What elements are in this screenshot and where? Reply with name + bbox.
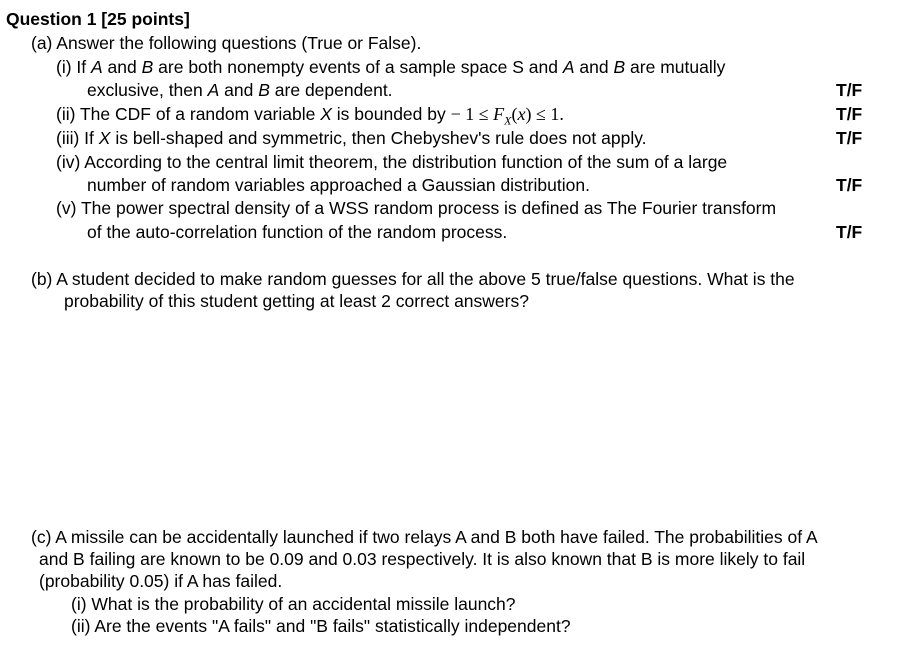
part-a-intro: (a) Answer the following questions (True or False).	[31, 33, 422, 53]
item-i-line2: exclusive, then A and B are dependent.	[87, 80, 393, 100]
tf-answer-i: T/F	[836, 80, 863, 100]
item-iv-line1: (iv) According to the central limit theorem, the distribution function of the sum of a large	[56, 152, 728, 172]
tf-answer-iii: T/F	[836, 128, 863, 148]
item-iv-line2: number of random variables approached a Gaussian distribution.	[87, 175, 590, 195]
tf-answer-v: T/F	[836, 222, 863, 242]
tf-answer-ii: T/F	[836, 104, 863, 124]
part-b-line2: probability of this student getting at least 2 correct answers?	[64, 291, 529, 311]
item-iii: (iii) If X is bell-shaped and symmetric, then Chebyshev's rule does not apply.	[56, 128, 647, 148]
item-v-line1: (v) The power spectral density of a WSS random process is defined as The Fourier transform	[56, 198, 777, 218]
item-i-line1: (i) If A and B are both nonempty events of a sample space S and A and B are mutually	[56, 57, 726, 77]
part-c-line3: (probability 0.05) if A has failed.	[39, 571, 283, 591]
item-ii: (ii) The CDF of a random variable X is bounded by − $1 \le F_X(x) \le 1$.	[56, 104, 564, 128]
part-c-question-i: (i) What is the probability of an accidental missile launch?	[71, 594, 516, 614]
part-b-line1: (b) A student decided to make random guesses for all the above 5 true/false questions. What is the	[31, 269, 795, 289]
tf-answer-iv: T/F	[836, 175, 863, 195]
part-c-line2: and B failing are known to be 0.09 and 0.03 respectively. It is also known that B is more likely to fail	[39, 549, 806, 569]
part-c-line1: (c) A missile can be accidentally launched if two relays A and B both have failed. The probabilities of A	[31, 527, 818, 547]
item-v-line2: of the auto-correlation function of the random process.	[87, 222, 508, 242]
question-title: Question 1 [25 points]	[6, 9, 190, 29]
part-c-question-ii: (ii) Are the events "A fails" and "B fails" statistically independent?	[71, 616, 571, 636]
